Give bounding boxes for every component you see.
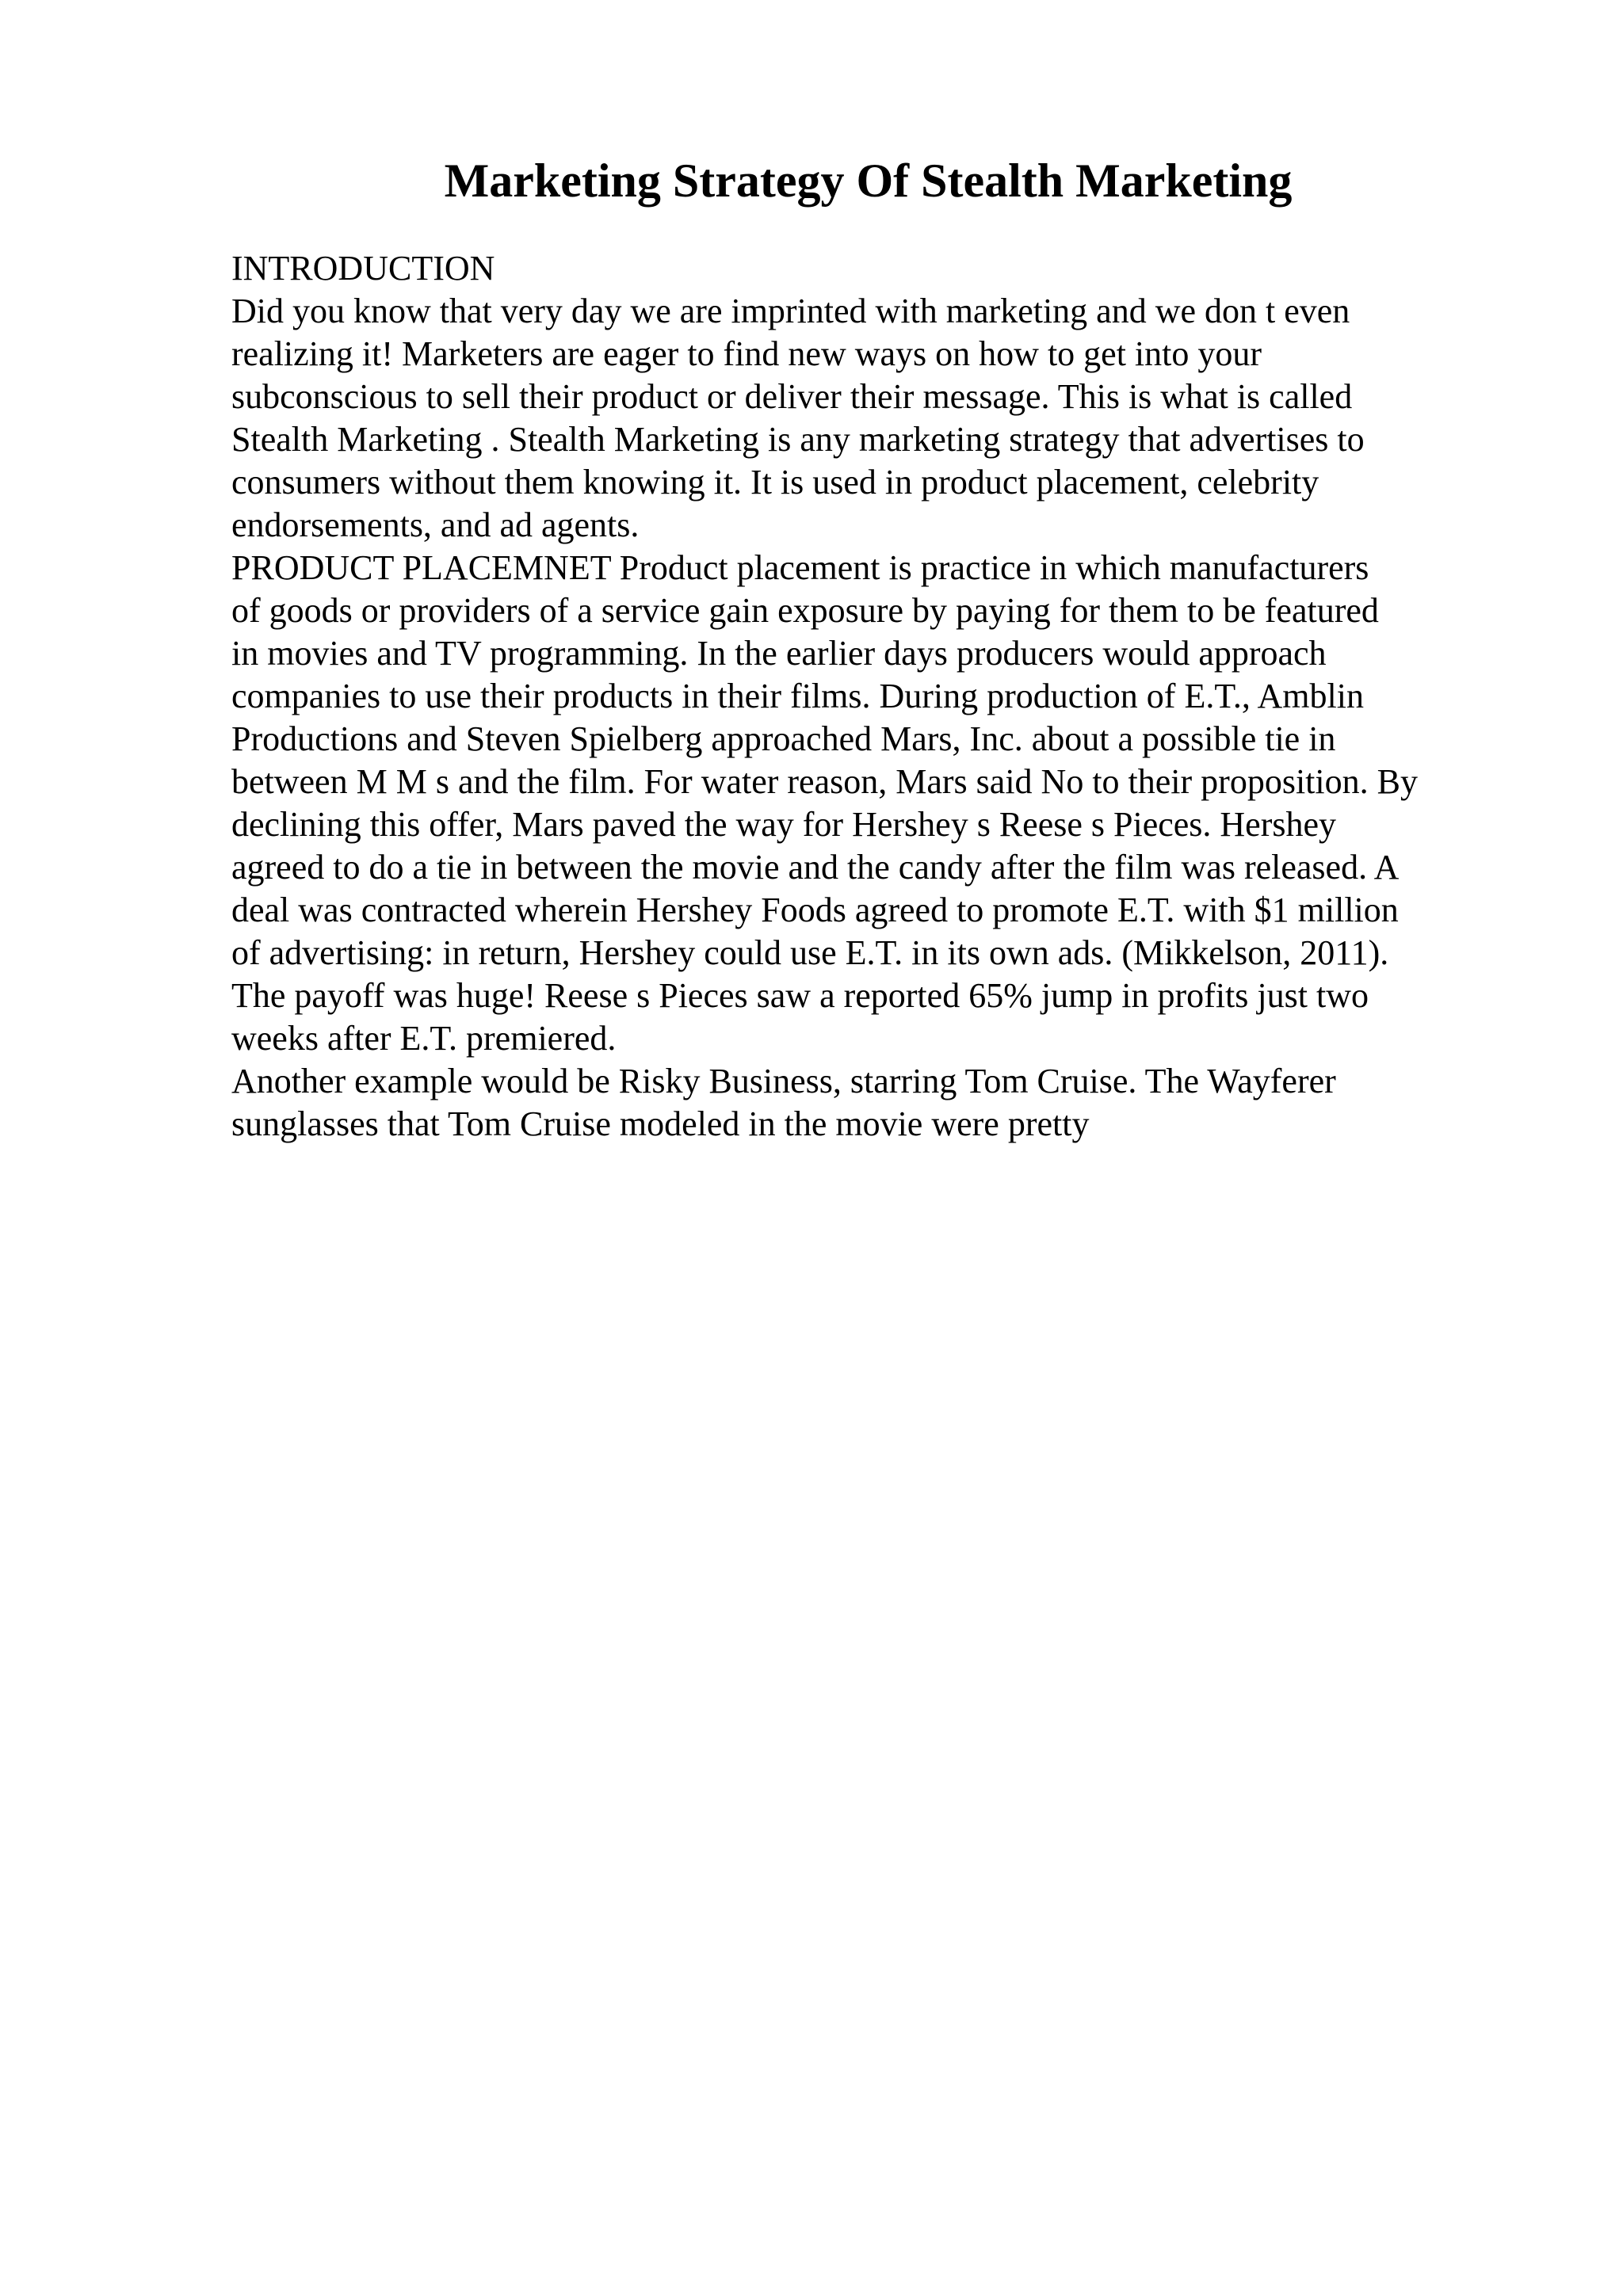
section-heading-introduction: INTRODUCTION: [231, 249, 495, 288]
text-line: The payoff was huge! Reese s Pieces saw a reported 65% jump in profits just two: [231, 976, 1369, 1015]
text-line: agreed to do a tie in between the movie and the candy after the film was released. A: [231, 848, 1400, 887]
text-line: realizing it! Marketers are eager to find new ways on how to get into your: [231, 334, 1262, 373]
text-line: subconscious to sell their product or deliver their message. This is what is called: [231, 377, 1353, 416]
text-line: consumers without them knowing it. It is used in product placement, celebrity: [231, 463, 1319, 502]
text-line: between M M s and the film. For water reason, Mars said No to their proposition. By: [231, 762, 1418, 801]
text-line: Productions and Steven Spielberg approached Mars, Inc. about a possible tie in: [231, 719, 1336, 758]
text-line: Stealth Marketing . Stealth Marketing is any marketing strategy that advertises to: [231, 420, 1365, 459]
text-line: declining this offer, Mars paved the way for Hershey s Reese s Pieces. Hershey: [231, 805, 1337, 844]
section-line-product-placement: PRODUCT PLACEMNET Product placement is practice in which manufacturers: [231, 548, 1369, 587]
text-line: weeks after E.T. premiered.: [231, 1019, 617, 1058]
document-body: [231, 247, 1594, 1146]
text-line: sunglasses that Tom Cruise modeled in the movie were pretty: [231, 1104, 1090, 1143]
text-line: Another example would be Risky Business, starring Tom Cruise. The Wayferer: [231, 1062, 1336, 1100]
text-line: Did you know that very day we are imprinted with marketing and we don t even: [231, 292, 1350, 330]
document-title: Marketing Strategy Of Stealth Marketing: [444, 154, 1293, 207]
text-line: in movies and TV programming. In the earlier days producers would approach: [231, 634, 1327, 673]
text-line: of goods or providers of a service gain exposure by paying for them to be featured: [231, 591, 1379, 630]
text-line: deal was contracted wherein Hershey Foods agreed to promote E.T. with $1 million: [231, 891, 1399, 929]
text-line: companies to use their products in their films. During production of E.T., Amblin: [231, 677, 1364, 715]
text-line: of advertising: in return, Hershey could use E.T. in its own ads. (Mikkelson, 2011).: [231, 933, 1389, 972]
text-line: endorsements, and ad agents.: [231, 505, 640, 544]
